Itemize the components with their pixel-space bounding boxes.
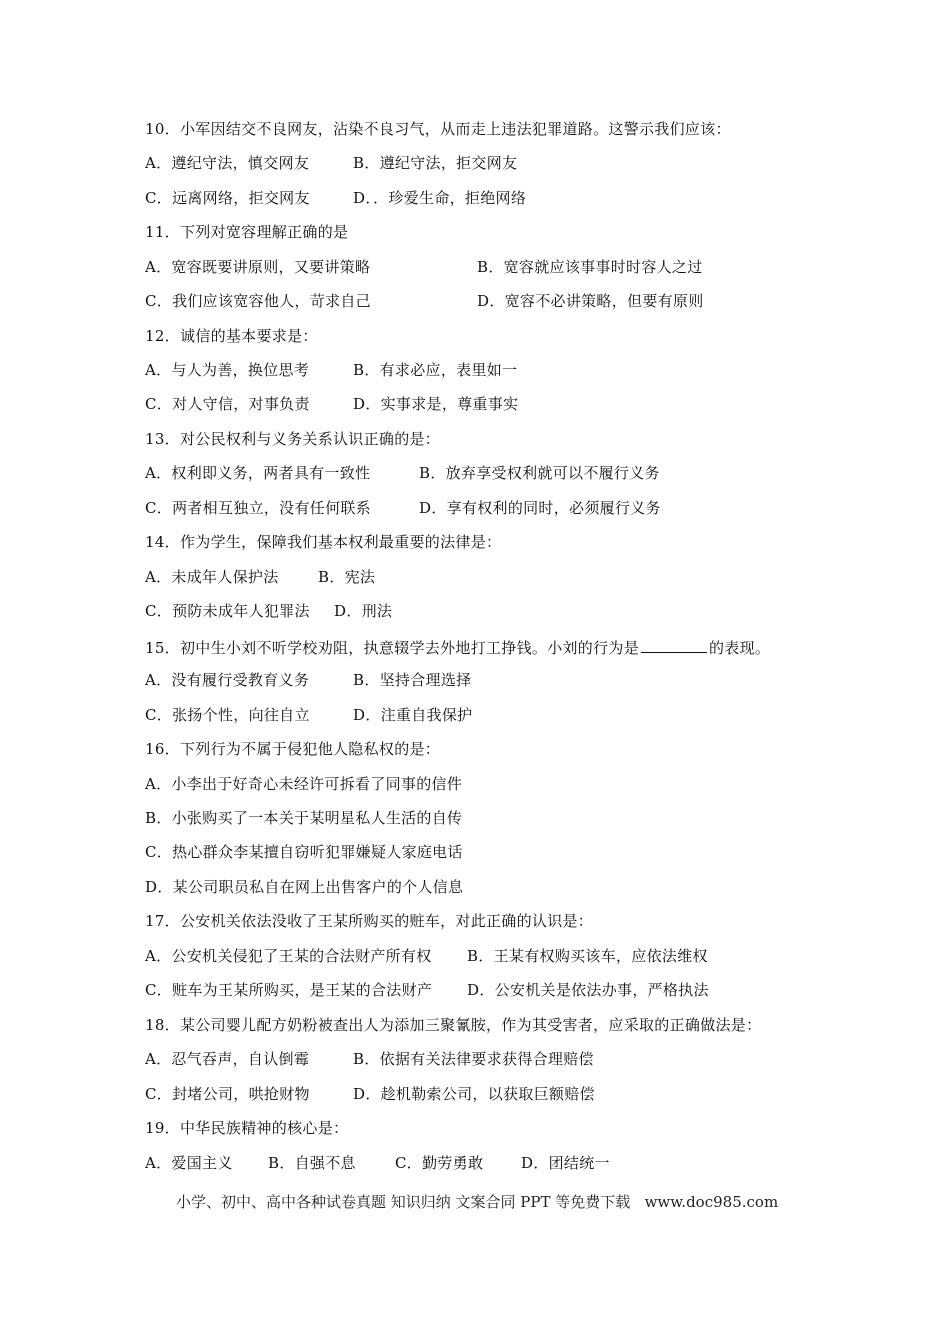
question-15-stem-tail: 的表现。 — [709, 639, 771, 657]
option-d: D．公安机关是依法办事，严格执法 — [467, 981, 709, 999]
option-c: C．赃车为王某所购买，是王某的合法财产 — [145, 981, 433, 999]
option-d: D．团结统一 — [521, 1154, 610, 1172]
option-d: D．某公司职员私自在网上出售客户的个人信息 — [145, 878, 464, 896]
question-17-options-row-2 — [145, 978, 709, 1002]
option-a: A．权利即义务，两者具有一致性 — [145, 464, 371, 482]
option-d: D．享有权利的同时，必须履行义务 — [419, 499, 661, 517]
question-16-stem: 16．下列行为不属于侵犯他人隐私权的是： — [145, 740, 441, 758]
option-a: A．小李出于好奇心未经许可拆看了同事的信件 — [145, 775, 463, 793]
option-b: B．自强不息 — [268, 1154, 356, 1172]
question-11-options-row-1 — [145, 255, 703, 279]
option-c: C．勤劳勇敢 — [395, 1154, 484, 1172]
option-c: C．张扬个性，向往自立 — [145, 706, 310, 724]
question-17-options-row-1 — [145, 944, 708, 968]
question-14-stem: 14．作为学生，保障我们基本权利最重要的法律是： — [145, 533, 502, 551]
question-13-options-row-1 — [145, 461, 660, 485]
question-10-options-row-2 — [145, 186, 527, 210]
option-a: A．与人为善，换位思考 — [145, 361, 310, 379]
question-12-options-row-2 — [145, 392, 519, 416]
question-11-options-row-2 — [145, 289, 704, 313]
option-a: A．公安机关侵犯了王某的合法财产所有权 — [145, 947, 432, 965]
option-c: C．封堵公司，哄抢财物 — [145, 1085, 310, 1103]
option-a: A．未成年人保护法 — [145, 568, 279, 586]
option-c: C．对人守信，对事负责 — [145, 395, 310, 413]
question-18-options-row-1 — [145, 1047, 594, 1071]
question-12-stem: 12．诚信的基本要求是： — [145, 327, 318, 345]
option-b: B．坚持合理选择 — [353, 671, 472, 689]
option-b: B．宪法 — [318, 568, 376, 586]
option-b: B．依据有关法律要求获得合理赔偿 — [353, 1050, 594, 1068]
option-a: A．忍气吞声，自认倒霉 — [145, 1050, 310, 1068]
answer-blank — [641, 634, 707, 653]
question-15-stem-text: 15．初中生小刘不听学校劝阻，执意辍学去外地打工挣钱。小刘的行为是 — [145, 639, 639, 657]
option-a: A．没有履行受教育义务 — [145, 671, 310, 689]
option-d: D．宽容不必讲策略，但要有原则 — [477, 292, 704, 310]
question-13-options-row-2 — [145, 496, 661, 520]
question-19-stem: 19．中华民族精神的核心是： — [145, 1119, 349, 1137]
option-c: C．我们应该宽容他人，苛求自己 — [145, 292, 371, 310]
option-b: B．宽容就应该事事时时容人之过 — [477, 258, 703, 276]
question-12-options-row-1 — [145, 358, 518, 382]
option-d: D．刑法 — [334, 602, 393, 620]
question-19-options-row-1 — [145, 1151, 610, 1175]
option-b: B．遵纪守法，拒交网友 — [353, 154, 518, 172]
option-a: A．宽容既要讲原则，又要讲策略 — [145, 258, 371, 276]
question-18-options-row-2 — [145, 1082, 595, 1106]
option-b: B．王某有权购买该车，应依法维权 — [467, 947, 708, 965]
page-footer: 小学、初中、高中各种试卷真题 知识归纳 文案合同 PPT 等免费下载 www.doc985.com — [176, 1193, 779, 1211]
question-13-stem: 13．对公民权利与义务关系认识正确的是： — [145, 430, 441, 448]
option-b: B．小张购买了一本关于某明星私人生活的自传 — [145, 809, 463, 827]
question-14-options-row-1 — [145, 565, 376, 589]
question-17-stem: 17．公安机关依法没收了王某所购买的赃车，对此正确的认识是： — [145, 912, 594, 930]
option-a: A．遵纪守法，慎交网友 — [145, 154, 310, 172]
question-15-options-row-2 — [145, 703, 473, 727]
option-c: C．预防未成年人犯罪法 — [145, 602, 310, 620]
option-b: B．放弃享受权利就可以不履行义务 — [419, 464, 660, 482]
question-10-options-row-1 — [145, 151, 518, 175]
option-c: C．两者相互独立，没有任何联系 — [145, 499, 371, 517]
question-11-stem: 11．下列对宽容理解正确的是 — [145, 223, 349, 241]
question-10-stem: 10．小军因结交不良网友，沾染不良习气，从而走上违法犯罪道路。这警示我们应该： — [145, 120, 731, 138]
question-15-stem — [145, 634, 770, 658]
option-a: A．爱国主义 — [145, 1154, 233, 1172]
option-d: D．注重自我保护 — [353, 706, 473, 724]
question-18-stem: 18．某公司婴儿配方奶粉被查出人为添加三聚氰胺，作为其受害者，应采取的正确做法是： — [145, 1016, 762, 1034]
option-d: D．．珍爱生命，拒绝网络 — [353, 189, 527, 207]
option-d: D．趁机勒索公司，以获取巨额赔偿 — [353, 1085, 595, 1103]
question-15-options-row-1 — [145, 668, 472, 692]
option-b: B．有求必应，表里如一 — [353, 361, 518, 379]
option-d: D．实事求是，尊重事实 — [353, 395, 519, 413]
option-c: C．热心群众李某擅自窃听犯罪嫌疑人家庭电话 — [145, 843, 463, 861]
option-c: C．远离网络，拒交网友 — [145, 189, 310, 207]
question-14-options-row-2 — [145, 599, 393, 623]
